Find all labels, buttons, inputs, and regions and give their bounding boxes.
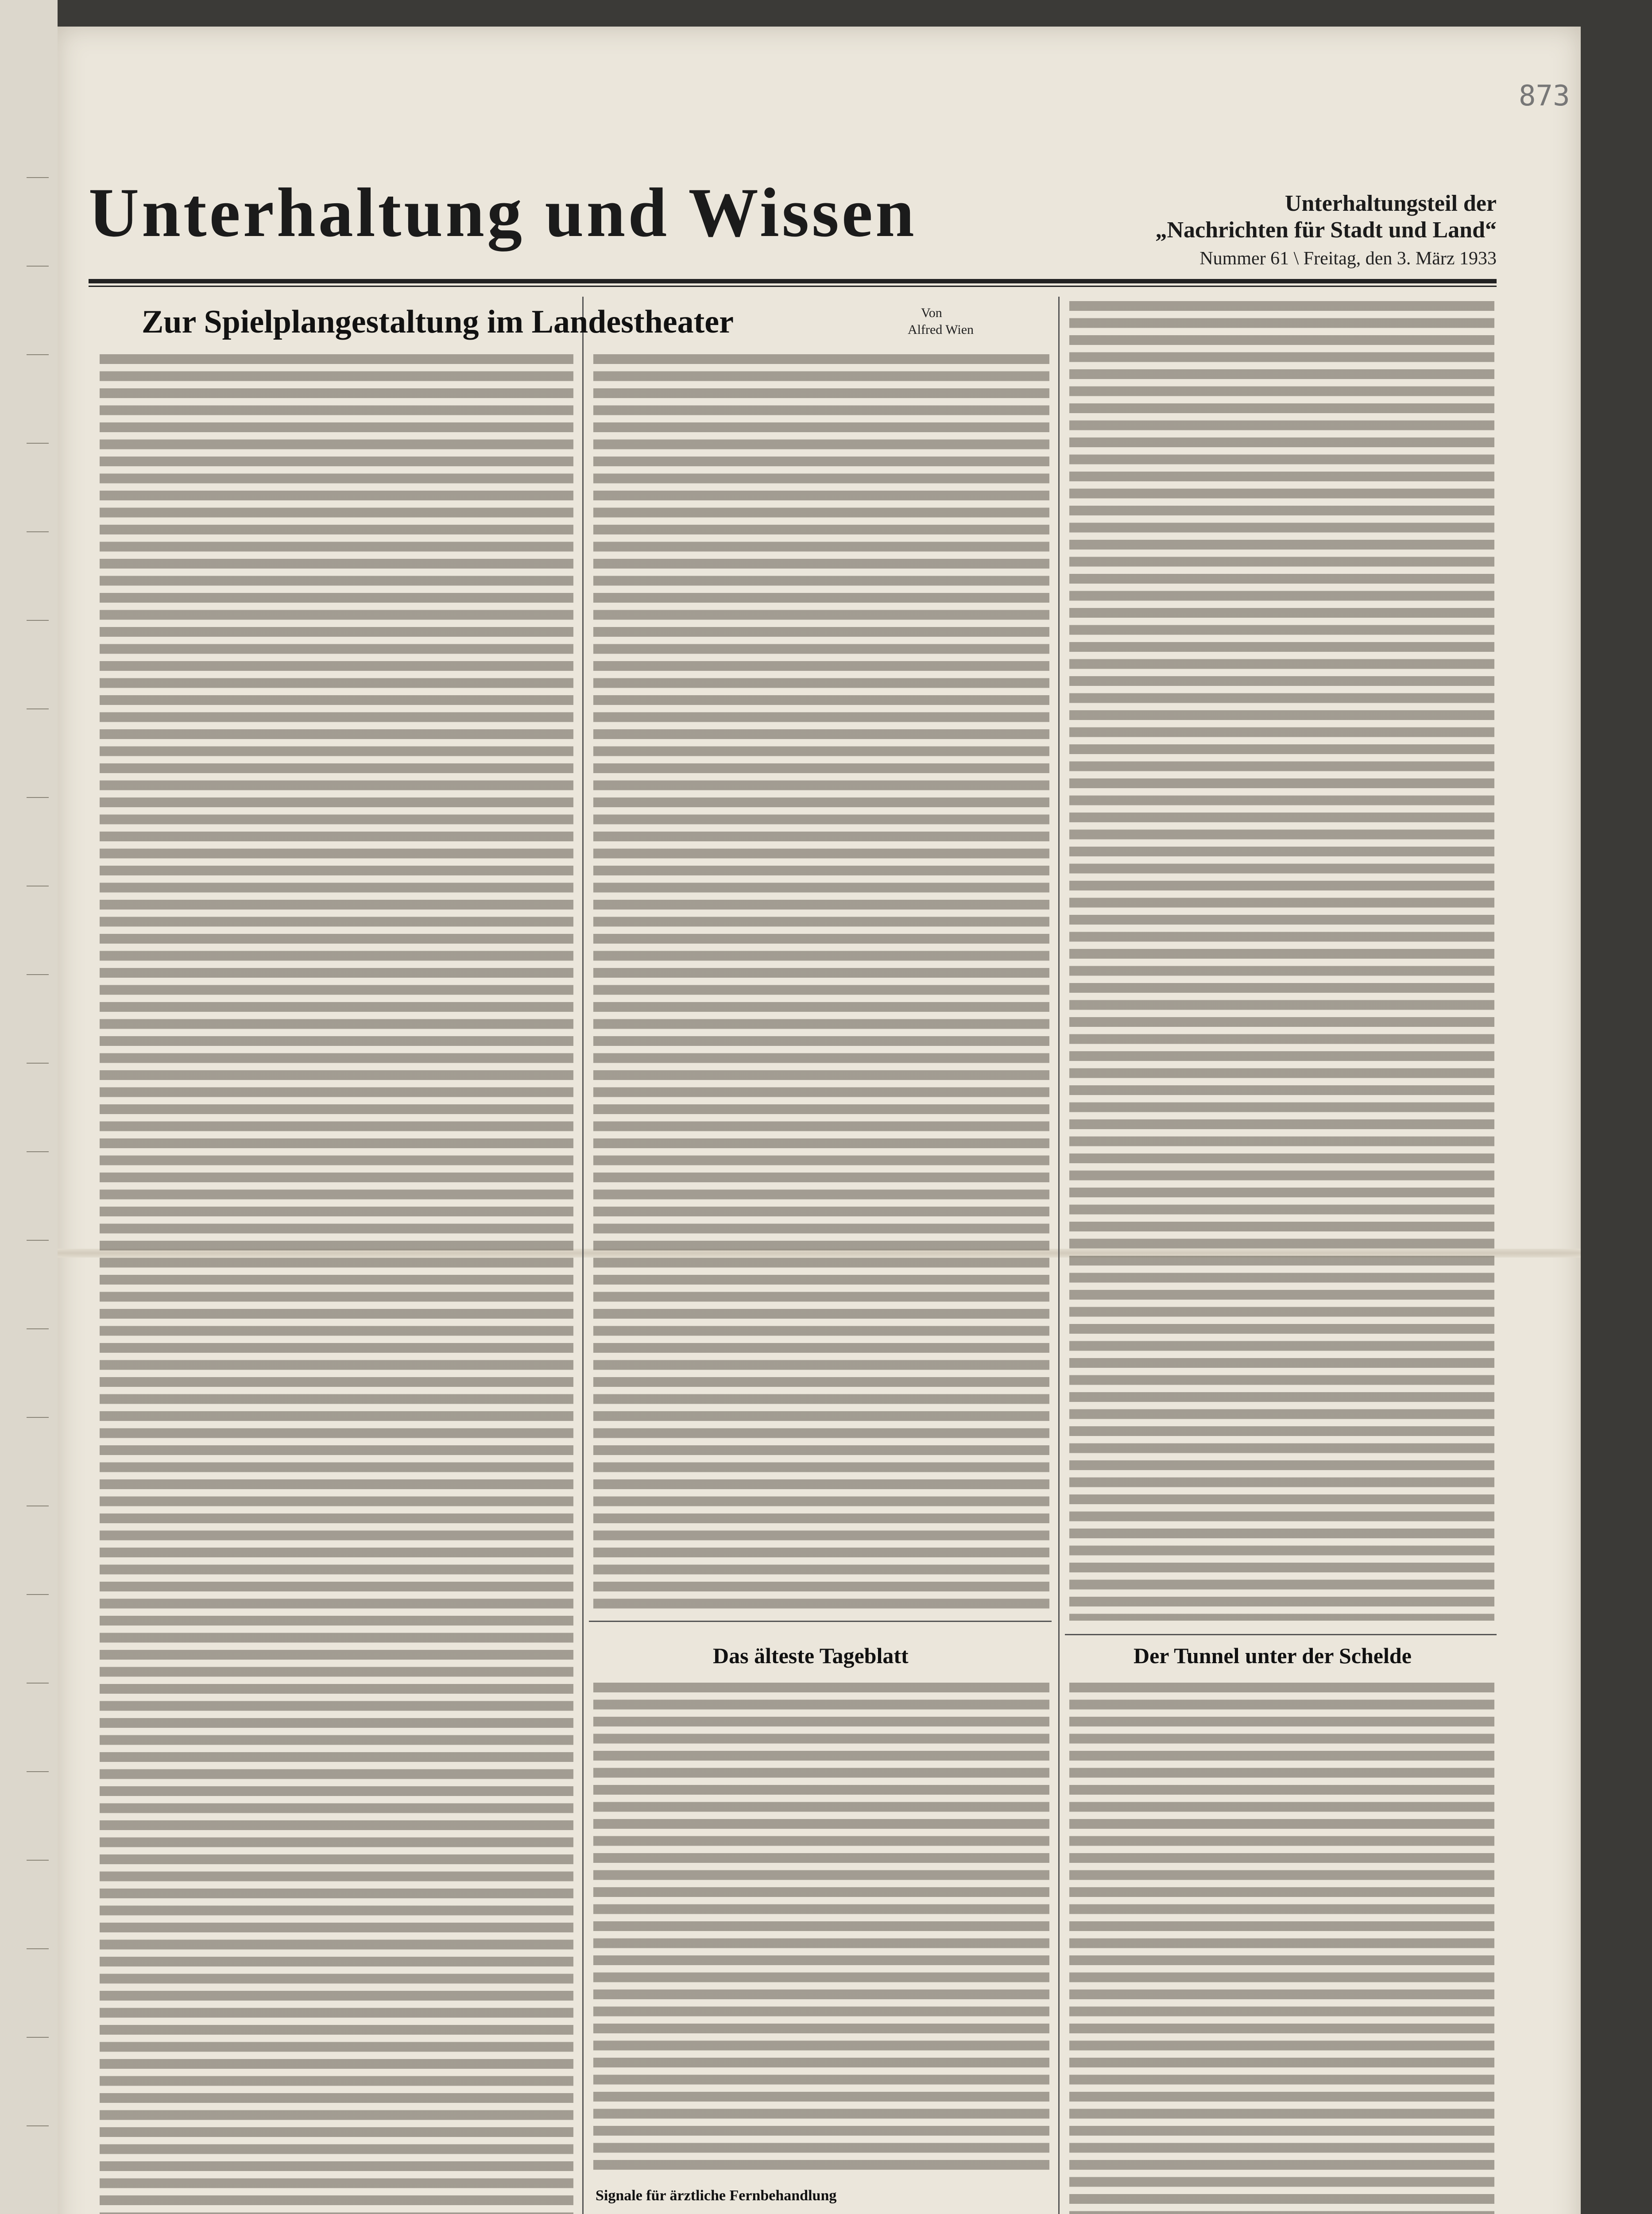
column-separator-2 bbox=[1058, 297, 1060, 2214]
tunnel-title: Der Tunnel unter der Schelde bbox=[1134, 1643, 1412, 1668]
tunnel-top-rule bbox=[1065, 1634, 1497, 1635]
masthead-rule-thin bbox=[89, 286, 1497, 287]
spielplan-title: Zur Spielplangestaltung im Landestheater bbox=[142, 304, 734, 340]
spielplan-text-column-1 bbox=[100, 354, 573, 2214]
fernbehandlung-title: Signale für ärztliche Fernbehandlung bbox=[596, 2187, 837, 2204]
tunnel-text bbox=[1069, 1683, 1494, 2214]
masthead-rule-thick bbox=[89, 279, 1497, 283]
masthead-issue-line: Nummer 61 \ Freitag, den 3. März 1933 bbox=[1199, 248, 1497, 269]
spielplan-byline-von: Von bbox=[921, 306, 942, 320]
scan-ruler bbox=[0, 0, 58, 2214]
spielplan-text-column-2 bbox=[593, 354, 1049, 1612]
spielplan-text-column-3 bbox=[1069, 301, 1494, 1621]
masthead-supplement-line1: Unterhaltungsteil der bbox=[1284, 191, 1497, 216]
tageblatt-title: Das älteste Tageblatt bbox=[713, 1643, 909, 1668]
tageblatt-text bbox=[593, 1683, 1049, 2174]
newspaper-page bbox=[58, 27, 1581, 2214]
masthead-title: Unterhaltung und Wissen bbox=[89, 174, 917, 252]
spielplan-byline-author: Alfred Wien bbox=[908, 322, 974, 337]
spielplan-bottom-rule bbox=[589, 1621, 1052, 1622]
page-number: 873 bbox=[1519, 80, 1570, 112]
masthead-supplement-line2: „Nachrichten für Stadt und Land“ bbox=[1155, 217, 1497, 243]
column-separator-1 bbox=[582, 297, 584, 2214]
